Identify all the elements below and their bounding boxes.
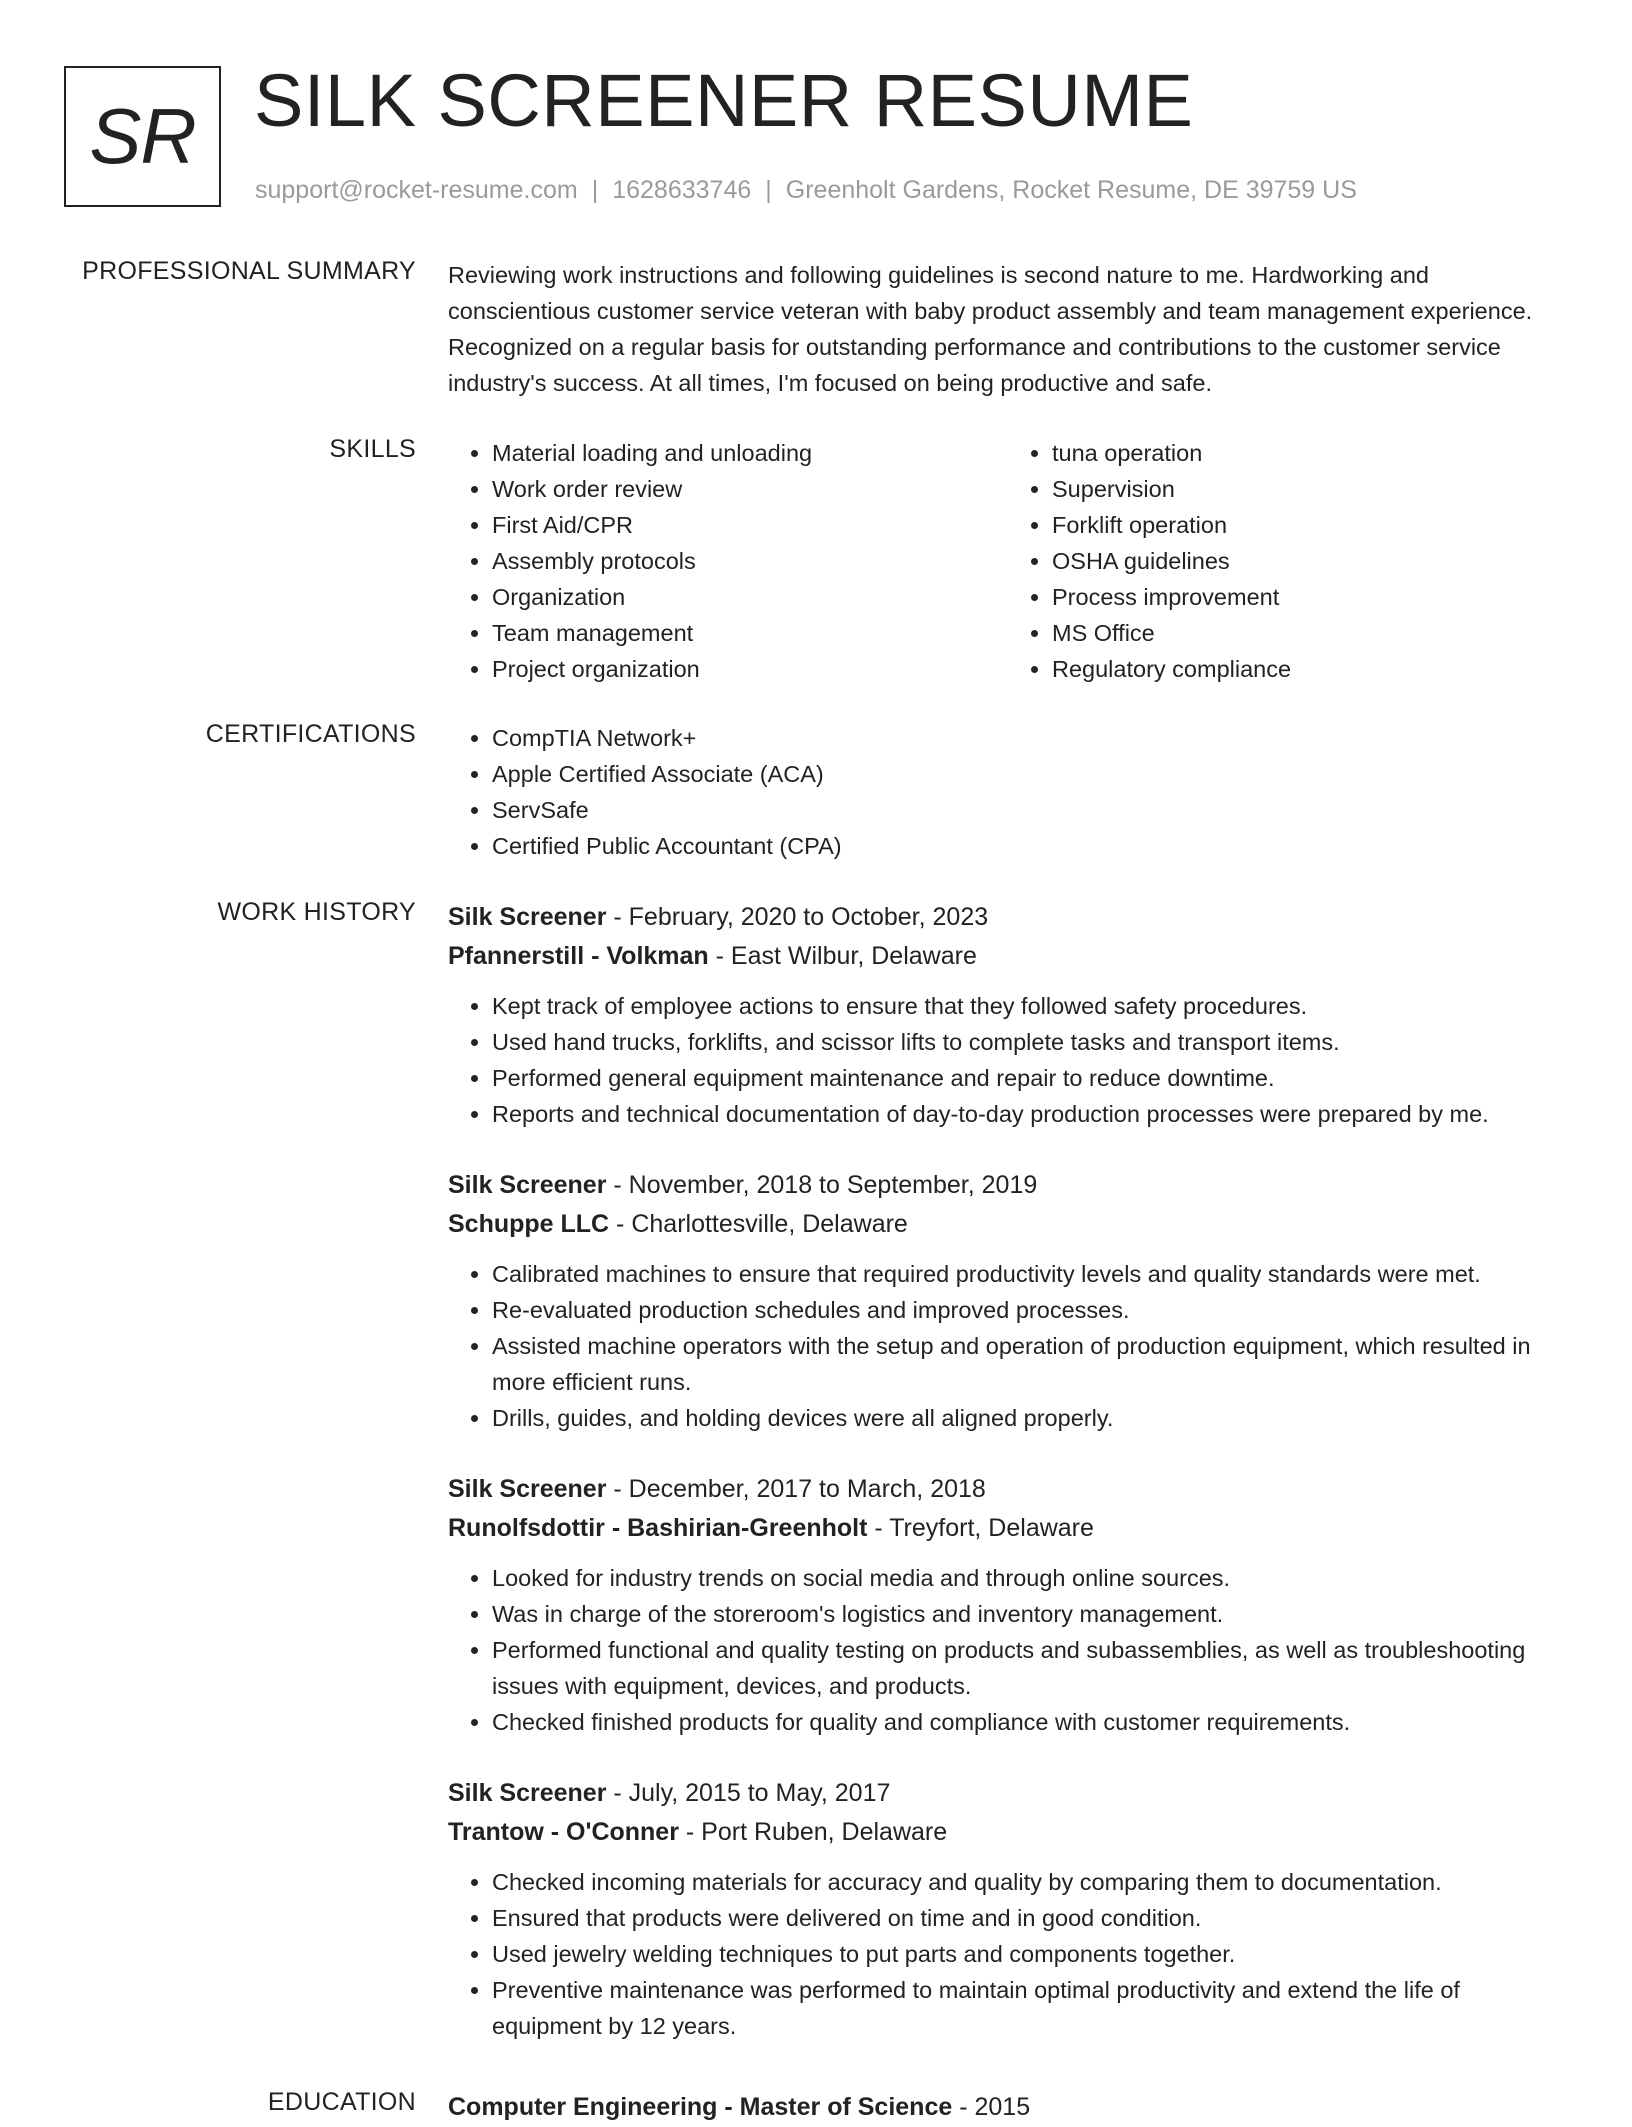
skill-item: • Work order review: [492, 471, 1008, 507]
summary-body: [448, 257, 1568, 401]
job-company-line: [448, 1813, 1568, 1852]
skills-body: [448, 435, 1568, 687]
job-entry: [448, 1470, 1568, 1740]
job-bullet: • Assisted machine operators with the setup and operation of production equipment, which resulted in more efficient runs.: [492, 1328, 1568, 1400]
certification-item: • Certified Public Accountant (CPA): [492, 828, 1568, 864]
job-bullets: [448, 1256, 1568, 1436]
skill-item: • MS Office: [1052, 615, 1568, 651]
job-company-line: [448, 937, 1568, 976]
job-bullet: • Used hand trucks, forklifts, and scissor lifts to complete tasks and transport items.: [492, 1024, 1568, 1060]
education-body: [448, 2088, 1568, 2127]
skill-item: • OSHA guidelines: [1052, 543, 1568, 579]
monogram-badge: SR: [64, 66, 221, 207]
contact-email: support@rocket-resume.com: [255, 176, 578, 204]
certification-item: • Apple Certified Associate (ACA): [492, 756, 1568, 792]
job-bullet: • Checked incoming materials for accuracy and quality by comparing them to documentation.: [492, 1864, 1568, 1900]
skill-item: • Project organization: [492, 651, 1008, 687]
job-title: Silk Screener: [448, 903, 607, 931]
job-bullet: • Reports and technical documentation of day-to-day production processes were prepared by me.: [492, 1096, 1568, 1132]
certifications-heading: CERTIFICATIONS: [205, 720, 416, 748]
job-title-line: [448, 898, 1568, 937]
skills-column-2: [1008, 435, 1568, 687]
job-bullet: • Performed general equipment maintenance and repair to reduce downtime.: [492, 1060, 1568, 1096]
skill-item: • Organization: [492, 579, 1008, 615]
contact-line: [255, 176, 1357, 205]
skill-item: • Process improvement: [1052, 579, 1568, 615]
job-location: - Charlottesville, Delaware: [609, 1210, 908, 1238]
resume-title: SILK SCREENER RESUME: [254, 59, 1194, 142]
job-bullet: • Preventive maintenance was performed to maintain optimal productivity and extend the life of equipment by 12 years.: [492, 1972, 1568, 2044]
job-bullet: • Drills, guides, and holding devices were all aligned properly.: [492, 1400, 1568, 1436]
certifications-list: [448, 720, 1568, 864]
skills-column-1: [448, 435, 1008, 687]
job-dates: - November, 2018 to September, 2019: [606, 1171, 1038, 1199]
work-history-body: [448, 898, 1568, 2078]
job-entry: [448, 1166, 1568, 1436]
job-bullet: • Kept track of employee actions to ensure that they followed safety procedures.: [492, 988, 1568, 1024]
skill-item: • Regulatory compliance: [1052, 651, 1568, 687]
certification-item: • ServSafe: [492, 792, 1568, 828]
contact-phone: 1628633746: [612, 176, 752, 204]
job-location: - East Wilbur, Delaware: [708, 942, 977, 970]
job-dates: - December, 2017 to March, 2018: [606, 1475, 986, 1503]
job-company-line: [448, 1205, 1568, 1244]
job-entry: [448, 898, 1568, 1132]
job-bullet: • Re-evaluated production schedules and improved processes.: [492, 1292, 1568, 1328]
job-title: Silk Screener: [448, 1475, 607, 1503]
skill-item: • Material loading and unloading: [492, 435, 1008, 471]
skill-item: • Forklift operation: [1052, 507, 1568, 543]
education-year: - 2015: [952, 2093, 1031, 2121]
contact-separator: |: [765, 176, 772, 204]
education-degree: Computer Engineering - Master of Science: [448, 2093, 953, 2121]
skill-item: • Supervision: [1052, 471, 1568, 507]
job-bullet: • Checked finished products for quality and compliance with customer requirements.: [492, 1704, 1568, 1740]
job-title-line: [448, 1774, 1568, 1813]
job-bullets: [448, 988, 1568, 1132]
education-heading: EDUCATION: [267, 2088, 416, 2116]
education-entry: [448, 2088, 1568, 2127]
job-location: - Port Ruben, Delaware: [678, 1818, 948, 1846]
job-bullet: • Used jewelry welding techniques to put parts and components together.: [492, 1936, 1568, 1972]
job-company: Schuppe LLC: [448, 1210, 610, 1238]
certifications-body: [448, 720, 1568, 864]
contact-separator: |: [591, 176, 599, 204]
job-bullet: • Looked for industry trends on social media and through online sources.: [492, 1560, 1568, 1596]
skills-heading: SKILLS: [329, 435, 416, 463]
skill-item: • Assembly protocols: [492, 543, 1008, 579]
job-title-line: [448, 1166, 1568, 1205]
job-bullet: • Was in charge of the storeroom's logistics and inventory management.: [492, 1596, 1568, 1632]
skill-item: • tuna operation: [1052, 435, 1568, 471]
job-bullets: [448, 1864, 1568, 2044]
job-title: Silk Screener: [448, 1779, 607, 1807]
job-title: Silk Screener: [448, 1171, 607, 1199]
job-dates: - February, 2020 to October, 2023: [606, 903, 989, 931]
job-location: - Treyfort, Delaware: [867, 1514, 1094, 1542]
job-dates: - July, 2015 to May, 2017: [606, 1779, 891, 1807]
skill-item: • First Aid/CPR: [492, 507, 1008, 543]
contact-address: Greenholt Gardens, Rocket Resume, DE 39759 US: [785, 176, 1357, 204]
job-bullet: • Ensured that products were delivered on time and in good condition.: [492, 1900, 1568, 1936]
summary-heading: PROFESSIONAL SUMMARY: [82, 257, 416, 285]
job-company-line: [448, 1509, 1568, 1548]
job-title-line: [448, 1470, 1568, 1509]
job-company: Pfannerstill - Volkman: [448, 942, 709, 970]
work-history-heading: WORK HISTORY: [217, 898, 416, 926]
job-entry: [448, 1774, 1568, 2044]
job-company: Trantow - O'Conner: [448, 1818, 679, 1846]
skill-item: • Team management: [492, 615, 1008, 651]
job-bullets: [448, 1560, 1568, 1740]
job-company: Runolfsdottir - Bashirian-Greenholt: [448, 1514, 868, 1542]
job-bullet: • Performed functional and quality testing on products and subassemblies, as well as troubleshooting issues with equipment, devices, and products.: [492, 1632, 1568, 1704]
job-bullet: • Calibrated machines to ensure that required productivity levels and quality standards were met.: [492, 1256, 1568, 1292]
summary-text: Reviewing work instructions and following guidelines is second nature to me. Hardworking and conscientious customer service veteran with baby product assembly and team management experience. Recognized on a regular basis for outstanding performance and contributions to the customer service industry's success. At all times, I'm focused on being productive and safe.: [448, 262, 1533, 396]
certification-item: • CompTIA Network+: [492, 720, 1568, 756]
